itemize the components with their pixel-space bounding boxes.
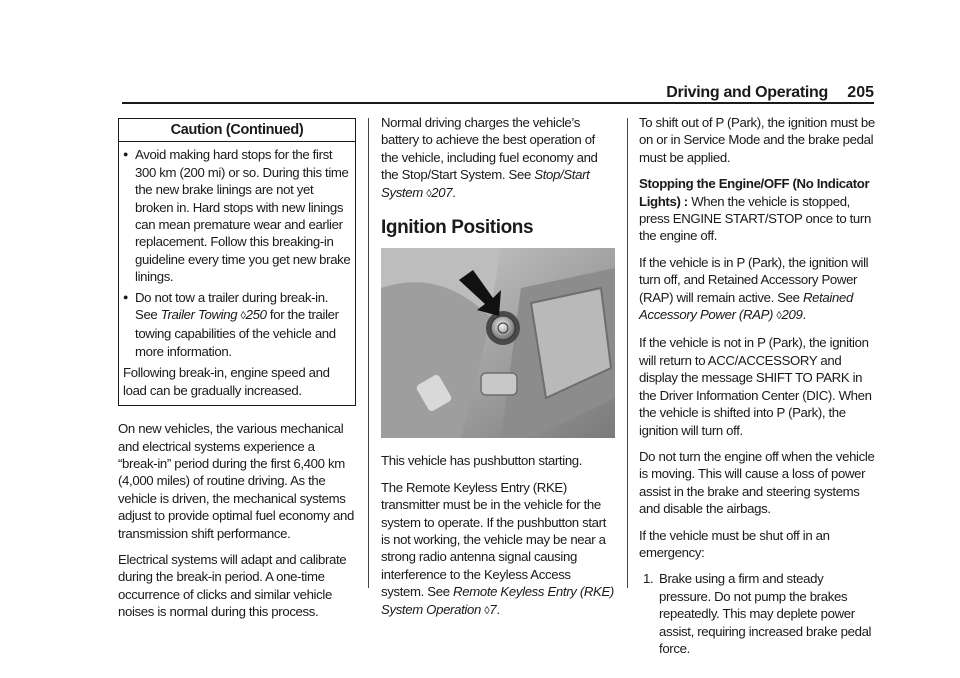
caution-title: Caution (Continued) [119,119,355,142]
column-divider [627,118,628,588]
step-number: 1. [643,571,654,587]
step-text: Brake using a firm and steady pressure. Do not pump the brakes repeatedly. This may deplete power assist, requiring increased brake pedal force. [659,571,872,656]
caution-box [118,118,356,406]
paragraph: The Remote Keyless Entry (RKE) transmitter must be in the vehicle for the system to operate. If the pushbutton start is not working, the vehicle may be near a strong radio antenna signal causing interference to the Keyless Access system. See Remote Keyless Entry (RKE) System Operation ◊7. [381,479,615,620]
bullet-icon: ● [123,291,129,302]
page-reference-icon: ◊ [776,310,782,323]
bullet-icon: ● [123,149,129,160]
rke-system-link[interactable]: Remote Keyless Entry (RKE) System Operation [381,584,614,617]
caution-footer: Following break-in, engine speed and load can be gradually increased. [123,365,330,398]
paragraph: If the vehicle is in P (Park), the ignition will turn off, and Retained Accessory Power (RAP) will remain active. See Retained Accessory Power (RAP) ◊209. [639,254,877,326]
page-reference-icon: ◊ [426,187,432,200]
page-reference-icon: ◊ [484,604,490,617]
paragraph: If the vehicle is not in P (Park), the ignition will return to ACC/ACCESSORY and display the message SHIFT TO PARK in the Driver Information Center (DIC). When the vehicle is shifted into P (Park), the ignition will turn off. [639,335,872,438]
page-reference-icon: ◊ [240,310,246,323]
caution-bullet [123,146,351,285]
section-title: Driving and Operating [666,84,828,101]
stop-start-link[interactable]: Stop/Start System [381,167,590,200]
caution-bullet-text: Avoid making hard stops for the first 300 km (200 mi) or so. During this time the new brake linings are not yet broken in. Hard stops with new linings can mean premature wear and earlier replacement. Follow this breaking-in guideline every time you get new brake linings. [135,147,351,285]
page-reference[interactable]: 209 [781,307,803,323]
page-number: 205 [847,84,874,101]
paragraph: Normal driving charges the vehicle’s battery to achieve the best operation of the vehicle, including fuel economy and the Stop/Start System. See Stop/Start System ◊207. [381,114,615,203]
paragraph: Do not turn the engine off when the vehicle is moving. This will cause a loss of power assist in the brake and steering systems and disable the airbags. [639,448,875,517]
paragraph: If the vehicle must be shut off in an emergency: [639,527,830,560]
column-divider [368,118,369,588]
subheading: Stopping the Engine/OFF (No Indicator Lights) : [639,176,870,209]
header-rule [122,102,874,104]
caution-bullet-text: Do not tow a trailer during break-in. See Trailer Towing ◊250 for the trailer towing capabilities of the vehicle and more information. [135,289,339,359]
column-3 [639,114,877,657]
paragraph: Electrical systems will adapt and calibrate during the break-in period. A one-time occurrence of clicks and similar vehicle noises is normal during this process. [118,551,347,620]
page-reference[interactable]: 7 [489,601,497,617]
ignition-button-photo [381,248,615,438]
section-heading: Ignition Positions [381,217,534,239]
column-2 [381,114,615,629]
caution-bullet [123,289,351,361]
trailer-towing-link[interactable]: Trailer Towing [160,307,238,323]
paragraph: On new vehicles, the various mechanical and electrical systems experience a “break-in” period during the first 6,400 km (4,000 miles) of routine driving. As the vehicle is driven, the mechanical systems adjust to provide optimal fuel economy and transmission shift performance. [118,421,355,541]
paragraph: Stopping the Engine/OFF (No Indicator Lights) : When the vehicle is stopped, press ENGINE START/STOP once to turn the engine off. [639,176,871,244]
page-header [0,0,960,110]
image-caption: This vehicle has pushbutton starting. [381,453,583,469]
rap-link[interactable]: Retained Accessory Power (RAP) [639,289,853,323]
paragraph: To shift out of P (Park), the ignition must be on or in Service Mode and the brake pedal must be applied. [639,115,875,165]
page-reference[interactable]: 207 [431,184,453,200]
numbered-step [639,570,877,657]
page-reference[interactable]: 250 [245,307,267,323]
column-1 [118,114,356,630]
